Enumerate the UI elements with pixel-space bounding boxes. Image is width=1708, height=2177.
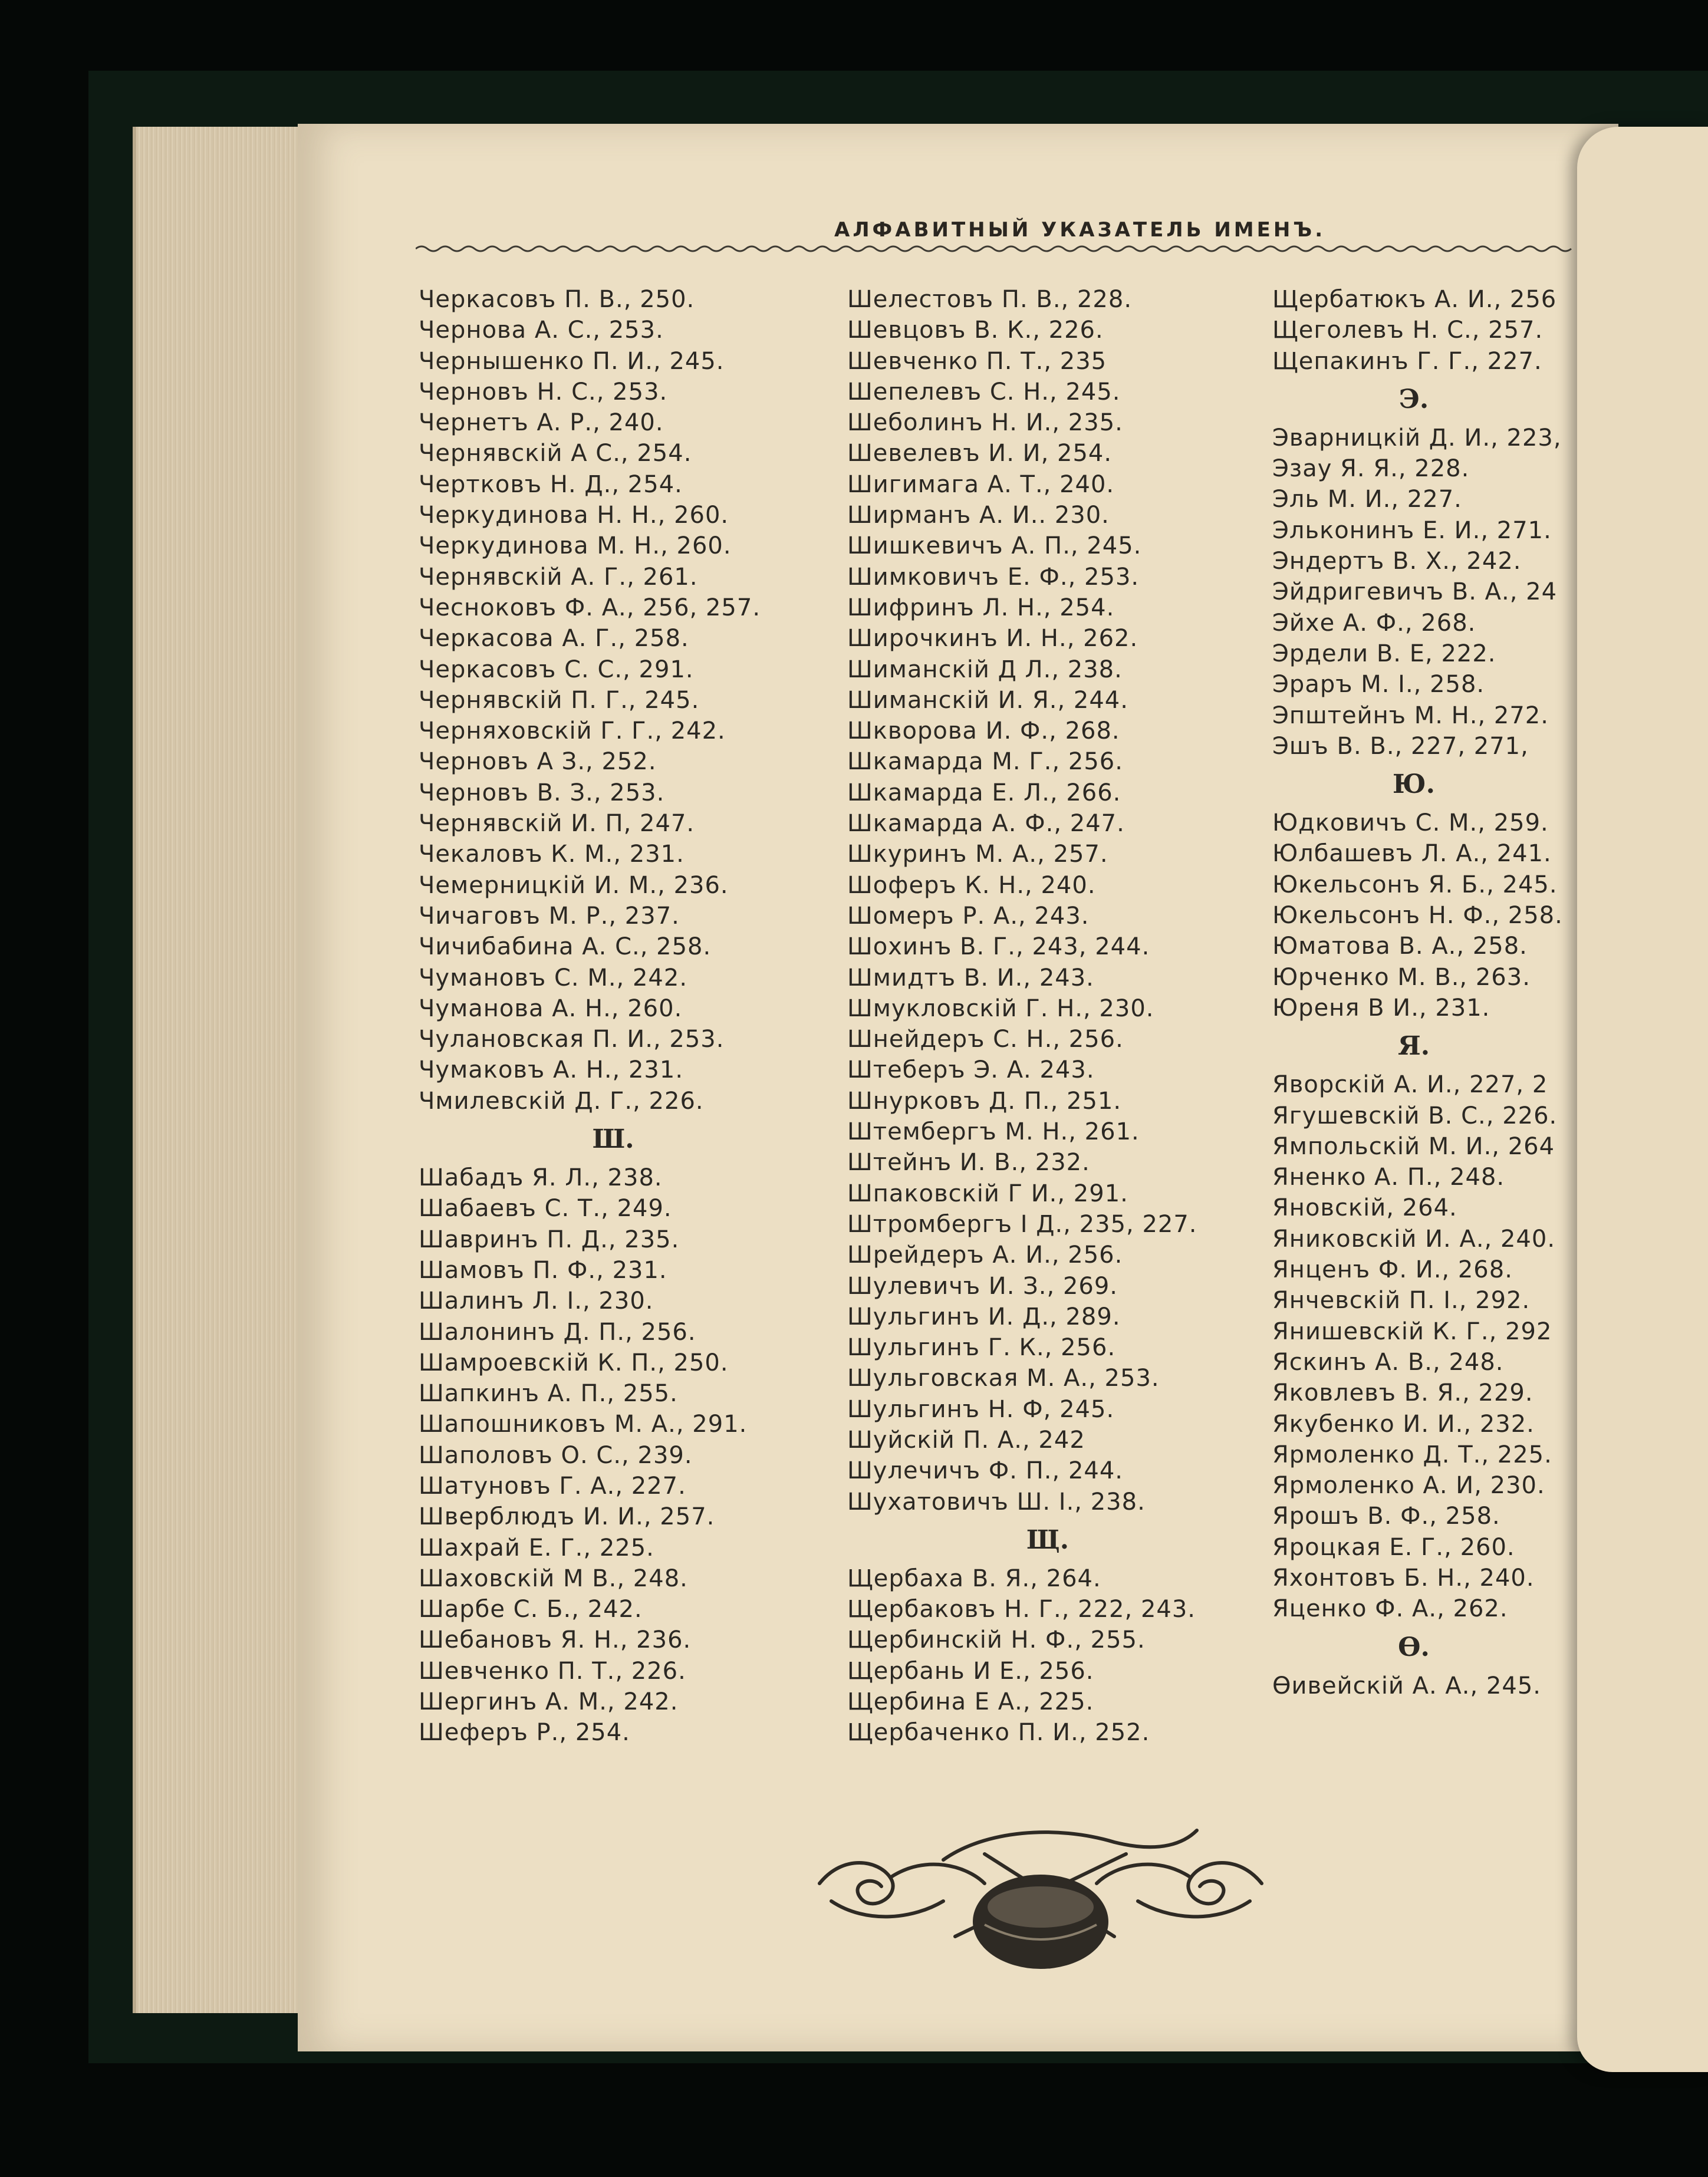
section-heading-ya: Я.: [1397, 1031, 1430, 1062]
index-entry: Чумаковъ А. Н., 231.: [419, 1056, 684, 1084]
index-entry: Эрдели В. Е, 222.: [1272, 640, 1496, 667]
index-entry: Шевченко П. Т., 235: [847, 347, 1107, 375]
index-entry: Шапкинъ А. П., 255.: [419, 1380, 678, 1408]
index-entry: Шкамарда Е. Л., 266.: [847, 779, 1121, 806]
next-page-edge: [1577, 127, 1708, 2072]
index-entry: Ярошъ В. Ф., 258.: [1272, 1503, 1500, 1530]
index-entry: Чичаговъ М. Р., 237.: [419, 902, 680, 930]
index-entry: Широчкинъ И. Н., 262.: [847, 625, 1138, 653]
index-entry: Эшъ В. В., 227, 271,: [1272, 732, 1529, 760]
index-entry: Чернетъ А. Р., 240.: [419, 409, 664, 437]
index-entry: Чуманова А. Н., 260.: [419, 994, 683, 1022]
index-entry: Щербань И Е., 256.: [847, 1657, 1094, 1685]
index-entry: Шеболинъ Н. И., 235.: [847, 409, 1123, 437]
index-entry: Шергинъ А. М., 242.: [419, 1688, 679, 1716]
index-entry: Щепакинъ Г. Г., 227.: [1272, 347, 1542, 375]
index-entry: Эзау Я. Я., 228.: [1272, 455, 1470, 483]
index-entry: Шпаковскій Г И., 291.: [847, 1180, 1128, 1207]
index-entry: Щеголевъ Н. С., 257.: [1272, 317, 1544, 344]
index-entry: Шигимага А. Т., 240.: [847, 470, 1115, 498]
index-entry: Шевелевъ И. И, 254.: [847, 440, 1113, 467]
index-entry: Ширманъ А. И.. 230.: [847, 502, 1110, 529]
index-entry: Шамовъ П. Ф., 231.: [419, 1256, 667, 1284]
index-entry: Юдковичъ С. М., 259.: [1272, 809, 1549, 837]
index-entry: Черняховскій Г. Г., 242.: [419, 717, 726, 745]
index-entry: Яскинъ А. В., 248.: [1272, 1348, 1504, 1376]
index-entry: Шнурковъ Д. П., 251.: [847, 1087, 1122, 1115]
index-entry: Шиманскій Д Л., 238.: [847, 656, 1123, 683]
index-entry: Яценко Ф. А., 262.: [1272, 1595, 1508, 1623]
index-entry: Янценъ Ф. И., 268.: [1272, 1256, 1513, 1284]
index-entry: Шулечичъ Ф. П., 244.: [847, 1457, 1124, 1485]
index-entry: Шаполовъ О. С., 239.: [419, 1441, 693, 1469]
page-edges: [133, 127, 307, 2013]
index-entry: Шарбе С. Б., 242.: [419, 1596, 643, 1623]
index-entry: Шульгинъ Г. К., 256.: [847, 1334, 1116, 1362]
index-entry: Шапошниковъ М. А., 291.: [419, 1411, 748, 1438]
index-entry: Шульгинъ Н. Ф, 245.: [847, 1395, 1115, 1423]
index-entry: Шимковичъ Е. Ф., 253.: [847, 563, 1140, 591]
section-heading-shcha: Щ.: [1026, 1524, 1069, 1555]
index-entry: Эпштейнъ М. Н., 272.: [1272, 701, 1549, 729]
index-entry: Шмидтъ В. И., 243.: [847, 964, 1094, 992]
index-entry: Чулановская П. И., 253.: [419, 1026, 725, 1053]
index-entry: Черкудинова Н. Н., 260.: [419, 502, 729, 529]
index-entry: Эль М. И., 227.: [1272, 486, 1462, 513]
index-entry: Штейнъ И. В., 232.: [847, 1149, 1090, 1177]
index-entry: Эварницкій Д. И., 223,: [1272, 424, 1562, 452]
index-entry: Чесноковъ Ф. А., 256, 257.: [419, 594, 761, 621]
index-entry: Шабаевъ С. Т., 249.: [419, 1195, 672, 1223]
index-entry: Шулевичъ И. З., 269.: [847, 1272, 1118, 1300]
index-entry: Шабадъ Я. Л., 238.: [419, 1164, 663, 1192]
index-entry: Чернявскій А. Г., 261.: [419, 563, 698, 591]
index-entry: Шохинъ В. Г., 243, 244.: [847, 933, 1150, 961]
index-entry: Шишкевичъ А. П., 245.: [847, 532, 1142, 560]
index-entry: Яворскій А. И., 227, 2: [1272, 1071, 1548, 1099]
index-entry: Чертковъ Н. Д., 254.: [419, 470, 683, 498]
index-entry: Яхонтовъ Б. Н., 240.: [1272, 1564, 1535, 1592]
index-entry: Шухатовичъ Ш. І., 238.: [847, 1488, 1146, 1516]
index-entry: Яковлевъ В. Я., 229.: [1272, 1379, 1533, 1407]
index-entry: Чекаловъ К. М., 231.: [419, 841, 684, 868]
index-entry: Черкудинова М. Н., 260.: [419, 532, 732, 560]
index-column-2: [847, 284, 1248, 1748]
index-entry: Юкельсонъ Н. Ф., 258.: [1272, 902, 1563, 930]
index-entry: Эльконинъ Е. И., 271.: [1272, 516, 1552, 544]
index-entry: Шалинъ Л. І., 230.: [419, 1287, 654, 1315]
index-entry: Черновъ А З., 252.: [419, 748, 657, 776]
index-entry: Шкуринъ М. А., 257.: [847, 841, 1108, 868]
index-entry: Шоферъ К. Н., 240.: [847, 871, 1096, 899]
index-entry: Чумановъ С. М., 242.: [419, 964, 688, 992]
index-entry: Шевченко П. Т., 226.: [419, 1657, 686, 1685]
index-entry: Яненко А. П., 248.: [1272, 1164, 1505, 1191]
index-entry: Ягушевскій В. С., 226.: [1272, 1102, 1558, 1129]
index-entry: Щербаха В. Я., 264.: [847, 1565, 1101, 1592]
index-entry: Шкамарда М. Г., 256.: [847, 748, 1123, 776]
index-entry: Яниковскій И. А., 240.: [1272, 1225, 1556, 1253]
index-entry: Шалонинъ Д. П., 256.: [419, 1318, 696, 1346]
index-entry: Чернышенко П. И., 245.: [419, 347, 725, 375]
index-entry: Чернова А. С., 253.: [419, 317, 664, 344]
index-entry: Черновъ В. З., 253.: [419, 779, 665, 806]
index-entry: Штеберъ Э. А. 243.: [847, 1056, 1095, 1084]
index-entry: Шеферъ Р., 254.: [419, 1719, 630, 1747]
index-entry: Шахрай Е. Г., 225.: [419, 1534, 654, 1562]
index-column-1: [419, 284, 808, 1748]
index-entry: Черкасовъ П. В., 250.: [419, 286, 695, 313]
index-entry: Якубенко И. И., 232.: [1272, 1410, 1535, 1438]
index-entry: Шаховскій М В., 248.: [419, 1565, 688, 1592]
index-entry: Юрченко М. В., 263.: [1272, 963, 1531, 991]
index-entry: Ярмоленко А. И, 230.: [1272, 1472, 1545, 1500]
index-column-3: [1272, 284, 1580, 1701]
tailpiece-ornament-icon: [808, 1819, 1273, 1972]
index-entry: Чернявскій И. П, 247.: [419, 810, 695, 838]
index-entry: Янчевскій П. І., 292.: [1272, 1287, 1531, 1315]
running-header: АЛФАВИТНЫЙ УКАЗАТЕЛЬ ИМЕНЪ.: [834, 218, 1326, 242]
index-entry: Черкасова А. Г., 258.: [419, 625, 689, 653]
index-entry: Шатуновъ Г. А., 227.: [419, 1472, 686, 1500]
index-entry: Черкасовъ С. С., 291.: [419, 656, 694, 683]
index-entry: Штромбергъ І Д., 235, 227.: [847, 1210, 1197, 1238]
index-entry: Юлбашевъ Л. А., 241.: [1272, 840, 1552, 868]
index-entry: Шульговская М. А., 253.: [847, 1365, 1160, 1392]
index-entry: Яновскій, 264.: [1272, 1194, 1457, 1222]
index-entry: Эраръ М. І., 258.: [1272, 671, 1485, 699]
index-entry: Щербинскій Н. Ф., 255.: [847, 1626, 1146, 1654]
index-entry: Шуйскій П. А., 242: [847, 1426, 1085, 1454]
header-wavy-rule: [416, 241, 1577, 258]
index-entry: Щербаченко П. И., 252.: [847, 1719, 1150, 1747]
index-entry: Шебановъ Я. Н., 236.: [419, 1626, 692, 1654]
index-entry: Юреня В И., 231.: [1272, 994, 1490, 1022]
index-entry: Чмилевскій Д. Г., 226.: [419, 1087, 704, 1115]
index-entry: Щербаковъ Н. Г., 222, 243.: [847, 1596, 1196, 1623]
section-heading-yu: Ю.: [1393, 769, 1435, 800]
index-entry: Эйхе А. Ф., 268.: [1272, 609, 1476, 637]
index-entry: Шрейдеръ А. И., 256.: [847, 1241, 1123, 1269]
index-entry: Чичибабина А. С., 258.: [419, 933, 712, 961]
index-entry: Штембергъ М. Н., 261.: [847, 1118, 1140, 1146]
index-entry: Шиманскій И. Я., 244.: [847, 686, 1128, 714]
section-heading-fita: Ѳ.: [1398, 1632, 1430, 1662]
index-entry: Щербатюкъ А. И., 256: [1272, 286, 1557, 313]
index-entry: Чернявскій П. Г., 245.: [419, 686, 700, 714]
index-entry: Шкамарда А. Ф., 247.: [847, 810, 1125, 838]
index-entry: Черновъ Н. С., 253.: [419, 378, 668, 406]
index-entry: Шмукловскій Г. Н., 230.: [847, 994, 1154, 1022]
index-entry: Шомеръ Р. А., 243.: [847, 902, 1090, 930]
index-entry: Яроцкая Е. Г., 260.: [1272, 1533, 1515, 1561]
index-entry: Шульгинъ И. Д., 289.: [847, 1303, 1121, 1330]
index-entry: Шавринъ П. Д., 235.: [419, 1226, 680, 1253]
index-entry: Шамроевскій К. П., 250.: [419, 1349, 729, 1376]
index-entry: Чернявскій А С., 254.: [419, 440, 692, 467]
index-entry: Щербина Е А., 225.: [847, 1688, 1094, 1716]
index-entry: Шевцовъ В. К., 226.: [847, 317, 1104, 344]
index-entry: Юматова В. А., 258.: [1272, 933, 1528, 960]
index-entry: Шнейдеръ С. Н., 256.: [847, 1026, 1124, 1053]
index-entry: Ѳивейскій А. А., 245.: [1272, 1672, 1541, 1700]
index-entry: Ямпольскій М. И., 264: [1272, 1132, 1555, 1160]
index-entry: Ярмоленко Д. Т., 225.: [1272, 1441, 1552, 1468]
section-heading-sha: Ш.: [592, 1124, 634, 1155]
index-entry: Шепелевъ С. Н., 245.: [847, 378, 1121, 406]
index-entry: Чемерницкій И. М., 236.: [419, 871, 729, 899]
index-entry: Шелестовъ П. В., 228.: [847, 286, 1133, 313]
index-entry: Юкельсонъ Я. Б., 245.: [1272, 871, 1558, 898]
index-entry: Шверблюдъ И. И., 257.: [419, 1503, 715, 1531]
index-entry: Шкворова И. Ф., 268.: [847, 717, 1120, 745]
section-heading-e: Э.: [1398, 384, 1429, 414]
index-entry: Эйдригевичъ В. А., 24: [1272, 578, 1558, 606]
index-entry: Эндертъ В. Х., 242.: [1272, 548, 1522, 575]
index-entry: Янишевскій К. Г., 292: [1272, 1318, 1552, 1345]
index-entry: Шифринъ Л. Н., 254.: [847, 594, 1115, 621]
